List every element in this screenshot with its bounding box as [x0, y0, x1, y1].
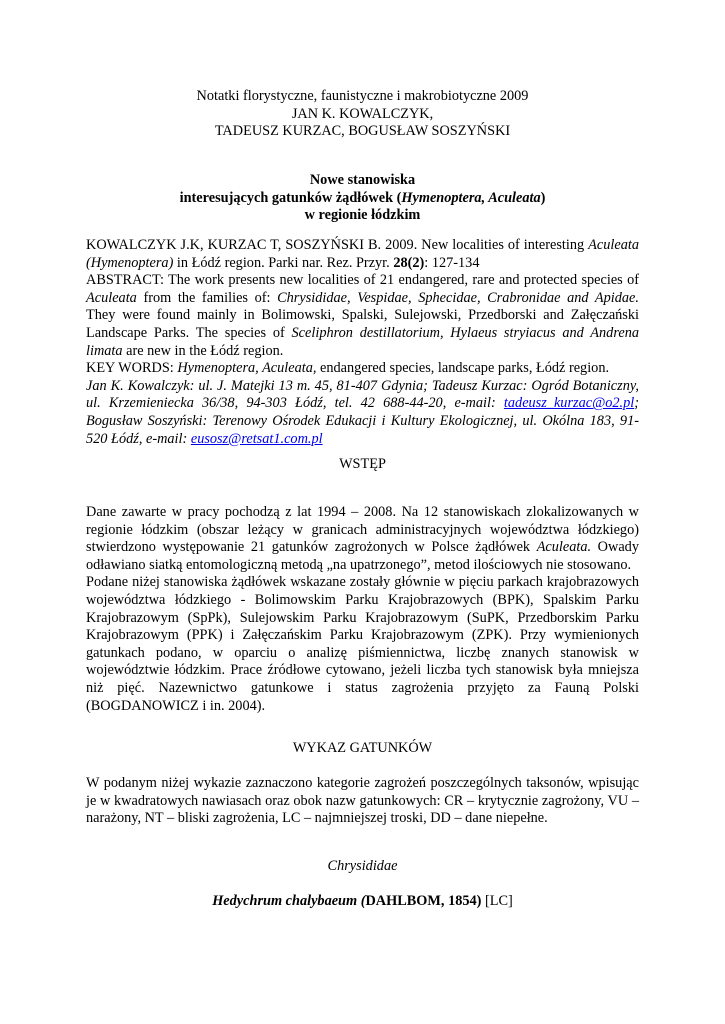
- abstract: [86, 272, 639, 360]
- front-matter: [86, 237, 639, 448]
- heading-species-list-text: WYKAZ GATUNKÓW: [292, 740, 433, 756]
- keywords: [86, 360, 639, 378]
- email-link-soszynski[interactable]: eusosz@retsat1.com.pl: [190, 430, 323, 447]
- species-name: Hedychrum chalybaeum (: [212, 893, 366, 909]
- authors-line-1: JAN K. KOWALCZYK,: [291, 105, 434, 122]
- authors-line-2: TADEUSZ KURZAC, BOGUSŁAW SOSZYŃSKI: [214, 123, 511, 140]
- family-heading: [86, 858, 639, 876]
- abstract-taxon-1: Aculeata: [86, 289, 137, 306]
- series-title: Notatki florystyczne, faunistyczne i makrobiotyczne 2009: [196, 88, 529, 104]
- citation-text: KOWALCZYK J.K, KURZAC T, SOSZYŃSKI B. 2009. New localities of interesting: [86, 237, 589, 253]
- introduction-body: [86, 504, 639, 715]
- species-heading: [86, 893, 639, 911]
- species-status: [LC]: [481, 893, 513, 909]
- email-link-kurzac[interactable]: tadeusz_kurzac@o2.pl: [503, 395, 635, 412]
- keywords-rest: endangered species, landscape parks, Łódź region.: [316, 360, 610, 377]
- title-line-3: w regionie łódzkim: [304, 207, 421, 224]
- article-title: [86, 172, 639, 225]
- abstract-text-3: They were found mainly in Bolimowski, Spalski, Sulejowski, Przedborski and Załęczański Landscape Parks. The species of: [86, 307, 639, 341]
- keywords-label: KEY WORDS:: [86, 360, 178, 377]
- family-name: Chrysididae: [327, 858, 398, 874]
- title-line-2: [86, 190, 639, 208]
- abstract-text-4: are new in the Łódź region.: [122, 342, 284, 359]
- address-text-2: ; Bogusław Soszyński: Terenowy Ośrodek Edukacji i Kultury Ekologicznej, ul. Okólna 183, 91-520 Łódź, e-mail:: [86, 395, 639, 447]
- title-taxon: Hymenoptera, Aculeata: [401, 189, 541, 206]
- species-author: DAHLBOM, 1854): [365, 893, 482, 909]
- abstract-new-species: Sceliphron destillatorium, Hylaeus stryiacus and Andrena limata: [86, 324, 639, 359]
- keywords-taxa: Hymenoptera, Aculeata,: [177, 360, 317, 377]
- intro-p1-taxon: Aculeata.: [536, 539, 592, 556]
- abstract-text-2: from the families of:: [136, 289, 278, 306]
- species-intro-paragraph: W podanym niżej wykazie zaznaczono kategorie zagrożeń poszczególnych taksonów, wpisując je w kwadratowych nawiasach oraz obok nazw gatunkowych: CR – krytycznie zagrożony, VU – narażony, NT – bliski zagrożenia, LC – najmniejszej troski, DD – dane niepełne.: [86, 775, 639, 827]
- address-text-1: Jan K. Kowalczyk: ul. J. Matejki 13 m. 45, 81-407 Gdynia; Tadeusz Kurzac: Ogród Botaniczny, ul. Krzemieniecka 36/38, 94-303 Łódź, tel. 42 688-44-20, e-mail:: [86, 377, 639, 412]
- intro-p1-text-end: Owady odławiano siatką entomologiczną metodą „na upatrzonego”, metod ilościowych nie stosowano.: [86, 539, 639, 573]
- citation-taxon: Aculeata (Hymenoptera): [86, 237, 639, 271]
- intro-paragraph-2: Podane niżej stanowiska żądłówek wskazane zostały głównie w pięciu parkach krajobrazowych województwa łódzkiego - Bolimowskim Parku Krajobrazowych (BPK), Spalskim Parku Krajobrazowym (SpPk), Sulejowskim Parku Krajobrazowym (SuPK, Przedborskim Parku Krajobrazowym (PPK) i Załęczańskim Parku Krajobrazowym (ZPK). Przy wymienionych gatunkach podano, w oparciu o analizę piśmiennictwa, liczbę znanych stanowisk w województwie łódzkim. Prace źródłowe cytowano, jeżeli liczba tych stanowisk była mniejsza niż pięć. Nazewnictwo gatunkowe i status zagrożenia przyjęto za Fauną Polski (BOGDANOWICZ i in. 2004).: [86, 574, 639, 714]
- species-list-intro: [86, 775, 639, 828]
- species-entry: [86, 893, 639, 911]
- author-addresses: [86, 378, 639, 448]
- citation-pages: : 127-134: [424, 254, 480, 271]
- abstract-text-1: ABSTRACT: The work presents new localities of 21 endangered, rare and protected species of: [86, 272, 639, 289]
- citation-journal: in Łódź region. Parki nar. Rez. Przyr.: [173, 254, 394, 271]
- header: [86, 88, 639, 141]
- intro-p1-text: Dane zawarte w pracy pochodzą z lat 1994 – 2008. Na 12 stanowiskach zlokalizowanych w regionie łódzkim (obszar leżący w granicach administracyjnych województwa łódzkiego) stwierdzono występowanie 21 gatunków zagrożonych w Polsce żądłówek: [86, 504, 639, 556]
- abstract-families: Chrysididae, Vespidae, Sphecidae, Crabronidae and Apidae.: [277, 289, 639, 306]
- title-line-2-close: ): [540, 189, 546, 206]
- heading-species-list: [86, 740, 639, 758]
- heading-introduction-text: WSTĘP: [339, 456, 386, 472]
- citation: [86, 237, 639, 272]
- citation-volume: 28(2): [393, 254, 425, 271]
- title-line-2-text: interesujących gatunków żądłówek (: [179, 189, 402, 206]
- intro-paragraph-1: [86, 504, 639, 574]
- heading-introduction: [86, 456, 639, 474]
- title-line-1: Nowe stanowiska: [309, 172, 416, 188]
